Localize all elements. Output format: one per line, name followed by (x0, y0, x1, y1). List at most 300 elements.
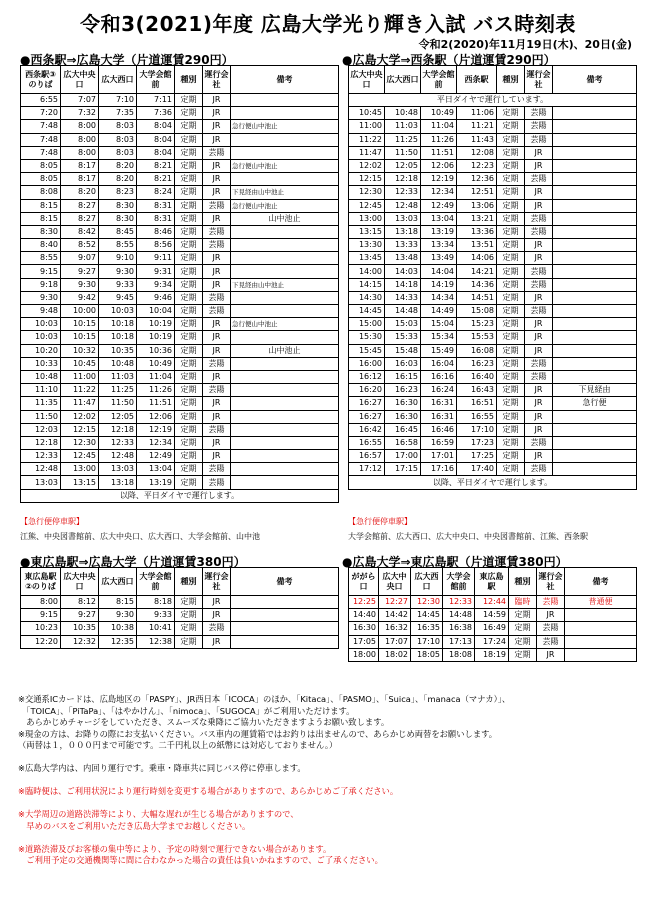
table-cell: 16:43 (457, 384, 497, 397)
table-cell: 10:35 (99, 344, 137, 357)
table-cell: 定期 (175, 635, 203, 648)
table-cell: 11:04 (421, 120, 457, 133)
note-line (18, 752, 638, 764)
table-cell (565, 648, 637, 661)
table-row (21, 291, 339, 304)
table-cell: 急行便山中池止 (231, 199, 339, 212)
table-cell: 定期 (497, 159, 525, 172)
table-cell: 定期 (175, 305, 203, 318)
table-cell (553, 423, 637, 436)
column-header: 広大中央口 (349, 66, 385, 94)
table-cell: 6:55 (21, 94, 61, 107)
table-cell: 16:23 (385, 384, 421, 397)
table-cell: 16:30 (349, 622, 379, 635)
table-cell: 8:04 (137, 146, 175, 159)
table-row (349, 265, 637, 278)
column-header: 西条駅③のりば (21, 66, 61, 94)
table-cell: 10:03 (21, 318, 61, 331)
table-cell: 定期 (497, 212, 525, 225)
table-cell (231, 370, 339, 383)
table-cell (231, 133, 339, 146)
table-cell (553, 173, 637, 186)
note-line: （両替は１，０００円まで可能です。二千円札以上の紙幣には対応しておりません。） (18, 740, 338, 750)
table-cell: 16:15 (385, 370, 421, 383)
table-row (349, 133, 637, 146)
table-cell: 定期 (497, 410, 525, 423)
table-cell (553, 199, 637, 212)
table-cell: 16:27 (349, 397, 385, 410)
table-cell: 18:02 (379, 648, 411, 661)
table-cell (553, 120, 637, 133)
table-cell: 10:35 (61, 622, 99, 635)
table-cell (553, 225, 637, 238)
table-cell: 10:49 (421, 107, 457, 120)
table-row (349, 173, 637, 186)
table-cell: 9:31 (137, 265, 175, 278)
table-cell (231, 265, 339, 278)
section-heading-univ-to-higashihiroshima: ●広島大学⇒東広島駅（片道運賃380円） (342, 555, 568, 569)
table-cell: 13:18 (385, 225, 421, 238)
table-cell: 17:07 (379, 635, 411, 648)
table-cell (231, 423, 339, 436)
table-cell: 10:36 (137, 344, 175, 357)
table-row (349, 278, 637, 291)
table-row (349, 635, 637, 648)
table-cell: 8:17 (61, 159, 99, 172)
table-cell: 8:27 (61, 212, 99, 225)
table-cell: 14:42 (379, 609, 411, 622)
table-cell: 芸陽 (525, 173, 553, 186)
table-row (349, 120, 637, 133)
table-cell: 芸陽 (525, 225, 553, 238)
table-cell: 17:24 (475, 635, 509, 648)
table-cell: 定期 (175, 436, 203, 449)
table-cell: 9:34 (137, 278, 175, 291)
table-cell: 16:42 (349, 423, 385, 436)
table-cell (553, 159, 637, 172)
table-cell: 14:00 (349, 265, 385, 278)
table-cell: 11:35 (21, 397, 61, 410)
column-header: 広大西口 (99, 66, 137, 94)
table-row (349, 450, 637, 463)
table-cell: 定期 (509, 648, 537, 661)
table-cell: 15:45 (349, 344, 385, 357)
table-row (21, 173, 339, 186)
table-cell: 15:03 (385, 318, 421, 331)
table-cell (553, 450, 637, 463)
table-row (21, 199, 339, 212)
table-cell: 10:38 (99, 622, 137, 635)
table-row (21, 436, 339, 449)
table-cell: 14:04 (421, 265, 457, 278)
table-cell: 定期 (497, 436, 525, 449)
table-row (349, 107, 637, 120)
table-cell: 8:15 (21, 212, 61, 225)
table-cell: 9:30 (61, 278, 99, 291)
table-cell: JR (525, 159, 553, 172)
table-cell: JR (203, 370, 231, 383)
table-cell: 8:30 (99, 199, 137, 212)
table-cell: JR (203, 278, 231, 291)
table-row (21, 94, 339, 107)
table-cell: 16:30 (385, 397, 421, 410)
table-cell: 定期 (175, 225, 203, 238)
table-cell: 10:04 (137, 305, 175, 318)
table-row (349, 252, 637, 265)
table-row (21, 239, 339, 252)
table-cell: 10:48 (385, 107, 421, 120)
table-cell: 16:27 (349, 410, 385, 423)
table-row (21, 450, 339, 463)
table-cell: 13:00 (349, 212, 385, 225)
table-cell: 10:33 (21, 357, 61, 370)
table-cell (553, 252, 637, 265)
table-cell: 13:33 (385, 239, 421, 252)
table-cell: 9:30 (21, 291, 61, 304)
table-cell: 13:04 (137, 463, 175, 476)
table-cell (553, 318, 637, 331)
table-cell: JR (525, 331, 553, 344)
table-cell: 16:24 (421, 384, 457, 397)
table-cell: 7:48 (21, 146, 61, 159)
table-cell: 9:18 (21, 278, 61, 291)
table-cell: 9:07 (61, 252, 99, 265)
table-cell: 12:34 (421, 186, 457, 199)
table-cell: JR (203, 344, 231, 357)
table-cell: JR (525, 186, 553, 199)
table-cell: 12:20 (21, 635, 61, 648)
table-cell: 15:34 (421, 331, 457, 344)
table-cell: 定期 (497, 278, 525, 291)
table-cell: 芸陽 (203, 622, 231, 635)
column-header: ががら口 (349, 568, 379, 596)
table-cell: 定期 (497, 331, 525, 344)
table-cell: 16:35 (411, 622, 443, 635)
table-cell: 急行便山中池止 (231, 318, 339, 331)
table-cell: 芸陽 (525, 120, 553, 133)
table-cell: JR (203, 120, 231, 133)
table-cell: 山中池止 (231, 344, 339, 357)
table-row (349, 344, 637, 357)
table-cell: 12:33 (99, 436, 137, 449)
table-cell: JR (537, 648, 565, 661)
table-cell: 12:06 (137, 410, 175, 423)
table-cell: 8:00 (21, 596, 61, 609)
table-cell: 12:38 (137, 635, 175, 648)
table-cell: 定期 (175, 370, 203, 383)
table-cell: 11:50 (99, 397, 137, 410)
table-cell: 芸陽 (203, 423, 231, 436)
table-cell: 8:18 (137, 596, 175, 609)
table-cell: 16:23 (457, 357, 497, 370)
table-cell: 10:18 (99, 331, 137, 344)
table-cell (231, 635, 339, 648)
table-cell: 15:23 (457, 318, 497, 331)
timetable-univ-to-saijo (348, 65, 637, 490)
note-line: ※臨時便は、ご利用状況により運行時刻を変更する場合がありますので、あらかじめご了承ください。 (18, 786, 399, 796)
table-cell: 7:48 (21, 133, 61, 146)
table-row (21, 476, 339, 489)
table-cell (231, 397, 339, 410)
note-line: あらかじめチャージをしていただき、スムーズな乗降にご協力いただきますようお願い致します。 (18, 717, 390, 727)
table-cell: 8:56 (137, 239, 175, 252)
express-label: 【急行便停車駅】 (348, 517, 412, 526)
table-row (349, 318, 637, 331)
table-row (349, 199, 637, 212)
table-row (21, 278, 339, 291)
table-cell: 定期 (175, 120, 203, 133)
column-header: 広大西口 (411, 568, 443, 596)
table-cell: 定期 (497, 107, 525, 120)
table-cell: 17:16 (421, 463, 457, 476)
table-cell: 8:00 (61, 120, 99, 133)
table-cell: 15:00 (349, 318, 385, 331)
table-cell: 14:49 (421, 305, 457, 318)
column-header: 広大中央口 (379, 568, 411, 596)
table-cell: 16:45 (385, 423, 421, 436)
table-cell (231, 107, 339, 120)
note-line: ※大学周辺の道路渋滞等により、大幅な遅れが生じる場合がありますので、 (18, 809, 299, 819)
table-row (349, 370, 637, 383)
table-cell: JR (525, 239, 553, 252)
table-cell: 12:45 (349, 199, 385, 212)
table-cell: 16:31 (421, 410, 457, 423)
table-cell (553, 239, 637, 252)
column-header: 運行会社 (203, 66, 231, 94)
table-cell: 12:08 (457, 146, 497, 159)
note-line: ※道路渋滞及びお客様の集中等により、予定の時刻で運行できない場合があります。 (18, 843, 332, 854)
table-cell: 11:26 (421, 133, 457, 146)
table-cell: 12:36 (457, 173, 497, 186)
table-cell: 13:03 (99, 463, 137, 476)
footer-row (21, 489, 339, 502)
table-cell: 14:45 (411, 609, 443, 622)
table-cell: 定期 (509, 635, 537, 648)
table-cell: 13:51 (457, 239, 497, 252)
table-cell: 14:51 (457, 291, 497, 304)
table-cell: 定期 (509, 609, 537, 622)
table-cell: JR (203, 410, 231, 423)
table-cell: 急行便山中池止 (231, 159, 339, 172)
column-header: 備考 (553, 66, 637, 94)
table-cell: 14:21 (457, 265, 497, 278)
table-cell: 臨時 (509, 596, 537, 609)
banner-row (349, 94, 637, 107)
table-row (349, 146, 637, 159)
table-cell: 15:04 (421, 318, 457, 331)
table-cell: 13:49 (421, 252, 457, 265)
table-cell: 13:06 (457, 199, 497, 212)
table-row (21, 107, 339, 120)
table-cell: 定期 (175, 397, 203, 410)
table-cell: 15:30 (349, 331, 385, 344)
table-cell: 12:48 (385, 199, 421, 212)
table-row (349, 357, 637, 370)
table-cell: 13:15 (349, 225, 385, 238)
table-cell: 10:45 (349, 107, 385, 120)
table-cell: 定期 (497, 133, 525, 146)
table-cell: 12:33 (21, 450, 61, 463)
table-cell: 芸陽 (203, 476, 231, 489)
table-cell: 芸陽 (525, 357, 553, 370)
note-line: ※交通系ICカードは、広島地区の「PASPY」、JR西日本「ICOCA」のほか、「Kitaca」、「PASMO」、「Suica」、「manaca（マナカ）」、 (18, 694, 511, 704)
date-line: 令和2(2020)年11月19日(木)、20日(金) (418, 38, 632, 51)
table-row (21, 225, 339, 238)
table-cell: JR (203, 265, 231, 278)
table-row (21, 252, 339, 265)
column-header: 広大中央口 (61, 66, 99, 94)
timetable-higashihiroshima-to-univ (20, 567, 339, 649)
table-row (349, 410, 637, 423)
table-row (349, 609, 637, 622)
table-cell: 定期 (175, 212, 203, 225)
table-cell: 14:15 (349, 278, 385, 291)
table-cell (553, 357, 637, 370)
table-cell (231, 331, 339, 344)
table-cell: 12:51 (457, 186, 497, 199)
table-cell: 11:25 (385, 133, 421, 146)
table-cell: 山中池止 (231, 212, 339, 225)
table-cell: 12:30 (411, 596, 443, 609)
table-cell: 芸陽 (203, 305, 231, 318)
table-cell: 8:55 (99, 239, 137, 252)
table-cell: 8:31 (137, 199, 175, 212)
table-row (21, 120, 339, 133)
table-cell: 12:05 (385, 159, 421, 172)
table-cell: 9:15 (21, 265, 61, 278)
table-cell: 急行便 (553, 397, 637, 410)
table-cell: JR (203, 635, 231, 648)
table-cell: 10:41 (137, 622, 175, 635)
table-cell: 8:42 (61, 225, 99, 238)
table-cell: 11:03 (99, 370, 137, 383)
table-cell: 定期 (175, 199, 203, 212)
table-cell: JR (203, 397, 231, 410)
table-row (349, 622, 637, 635)
table-cell: JR (203, 159, 231, 172)
table-cell: 8:17 (61, 173, 99, 186)
table-cell: 18:08 (443, 648, 475, 661)
table-cell: 14:30 (349, 291, 385, 304)
column-header: 運行会社 (525, 66, 553, 94)
table-cell: 12:25 (349, 596, 379, 609)
table-cell: 定期 (175, 622, 203, 635)
table-cell: 11:50 (385, 146, 421, 159)
table-cell (231, 305, 339, 318)
table-cell: 7:48 (21, 120, 61, 133)
table-row (349, 436, 637, 449)
footer-text: 以降、平日ダイヤで運行します。 (349, 476, 637, 489)
table-cell: 定期 (497, 357, 525, 370)
table-cell: 12:03 (21, 423, 61, 436)
express-label: 【急行便停車駅】 (20, 517, 84, 526)
table-cell: 12:34 (137, 436, 175, 449)
column-header: 大学会館前 (443, 568, 475, 596)
table-cell: 11:21 (457, 120, 497, 133)
table-cell: 13:18 (99, 476, 137, 489)
table-cell: 10:45 (61, 357, 99, 370)
table-cell: 芸陽 (203, 239, 231, 252)
table-cell: 芸陽 (525, 305, 553, 318)
table-cell: 13:34 (421, 239, 457, 252)
table-cell: 定期 (175, 265, 203, 278)
table-cell (231, 622, 339, 635)
table-cell: 12:44 (475, 596, 509, 609)
table-cell: 16:40 (457, 370, 497, 383)
table-cell: 定期 (175, 133, 203, 146)
table-cell: 定期 (497, 252, 525, 265)
table-cell: 8:05 (21, 173, 61, 186)
table-cell (231, 463, 339, 476)
table-row (21, 635, 339, 648)
table-cell: 10:19 (137, 318, 175, 331)
table-cell: 13:45 (349, 252, 385, 265)
table-cell: 17:23 (457, 436, 497, 449)
table-cell (553, 265, 637, 278)
table-row (349, 397, 637, 410)
table-cell: 普通便 (565, 596, 637, 609)
table-cell: 12:30 (349, 186, 385, 199)
table-cell: 定期 (497, 318, 525, 331)
table-cell: 16:32 (379, 622, 411, 635)
table-row (21, 186, 339, 199)
table-row (349, 331, 637, 344)
table-cell: 10:48 (99, 357, 137, 370)
table-cell: JR (203, 609, 231, 622)
table-cell (553, 436, 637, 449)
table-cell: 定期 (175, 146, 203, 159)
table-cell: 定期 (175, 278, 203, 291)
table-cell (553, 463, 637, 476)
table-cell: 13:04 (421, 212, 457, 225)
column-header: 広大西口 (99, 568, 137, 596)
table-row (349, 648, 637, 661)
table-cell: 芸陽 (537, 596, 565, 609)
table-cell: 定期 (497, 225, 525, 238)
table-cell: 定期 (497, 239, 525, 252)
table-cell: 7:36 (137, 107, 175, 120)
table-cell: 定期 (175, 239, 203, 252)
table-cell: 定期 (175, 291, 203, 304)
table-cell: 定期 (497, 344, 525, 357)
column-header: 種別 (497, 66, 525, 94)
table-cell: 定期 (175, 423, 203, 436)
table-cell: 9:10 (99, 252, 137, 265)
table-cell: 13:48 (385, 252, 421, 265)
table-cell: 14:36 (457, 278, 497, 291)
table-cell: 13:00 (61, 463, 99, 476)
table-cell: 12:15 (349, 173, 385, 186)
table-cell: 芸陽 (525, 212, 553, 225)
table-cell: 定期 (497, 397, 525, 410)
table-cell: 16:30 (385, 410, 421, 423)
table-cell (231, 252, 339, 265)
table-cell: 芸陽 (525, 265, 553, 278)
table-cell: 12:18 (385, 173, 421, 186)
table-cell: JR (525, 252, 553, 265)
table-cell: JR (203, 252, 231, 265)
table-cell: 17:13 (443, 635, 475, 648)
table-cell: 芸陽 (203, 357, 231, 370)
table-cell: JR (525, 146, 553, 159)
table-cell: 芸陽 (525, 278, 553, 291)
table-cell: JR (525, 423, 553, 436)
section-heading-univ-to-saijo: ●広島大学⇒西条駅（片道運賃290円） (342, 53, 556, 67)
table-cell: 13:03 (21, 476, 61, 489)
table-cell: 10:20 (21, 344, 61, 357)
table-cell: 定期 (175, 344, 203, 357)
table-cell: 8:27 (61, 199, 99, 212)
